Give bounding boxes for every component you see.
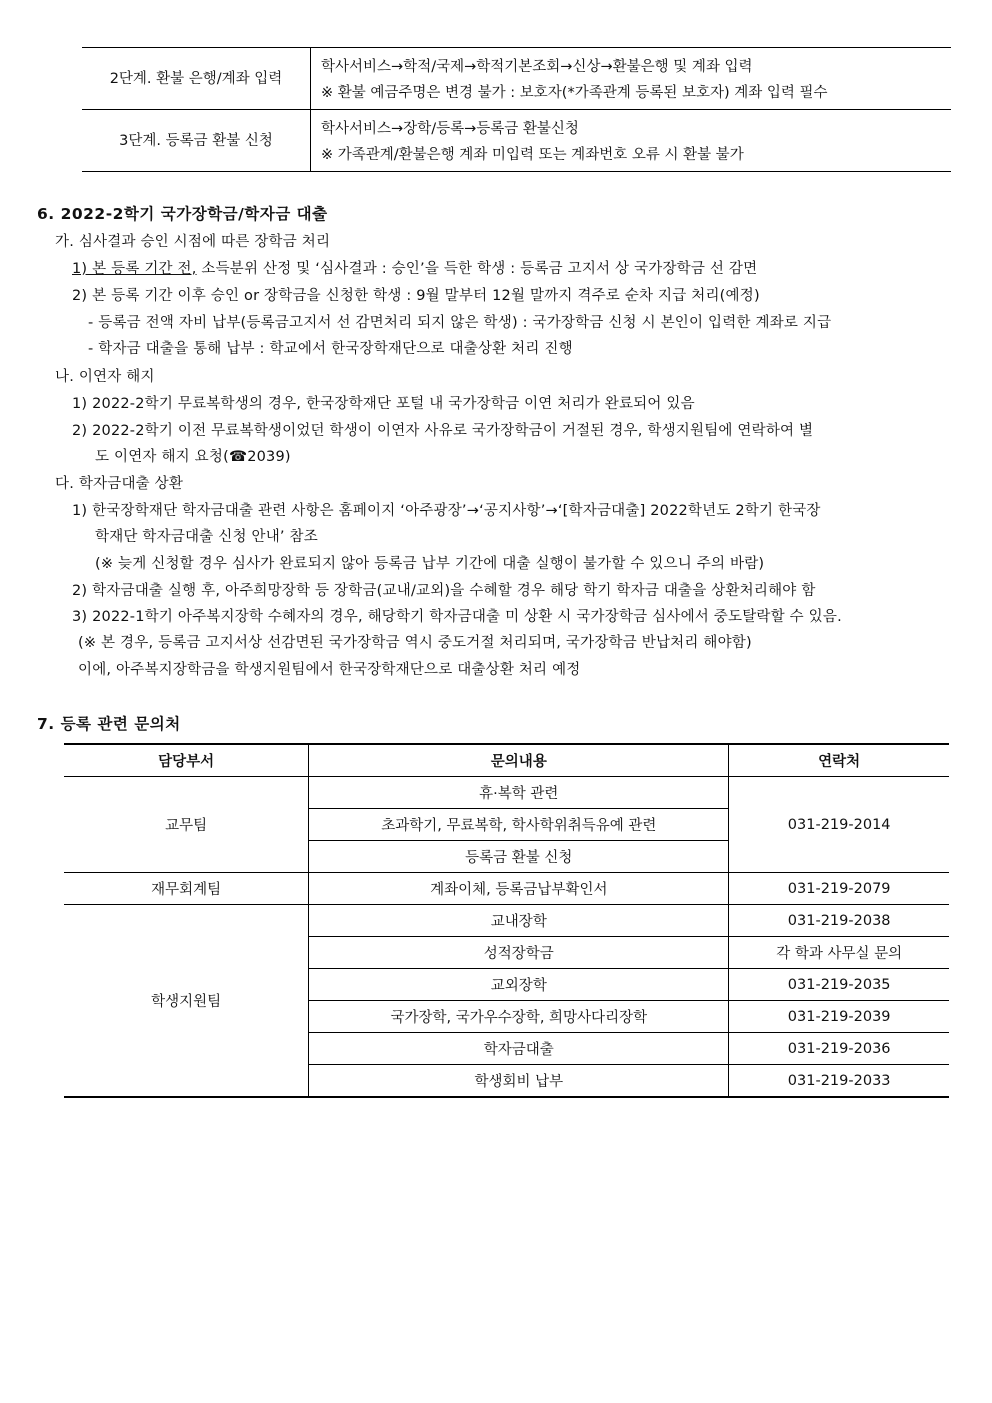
phone-cell: 031-219-2079 [729,873,949,905]
step-label: 3단계. 등록금 환불 신청 [82,110,311,172]
table-row [64,777,949,809]
step-path: 학사서비스→장학/등록→등록금 환불신청 [321,120,579,137]
column-header-phone: 연락처 [729,744,949,777]
list-item-note: 이에, 아주복지장학금을 학생지원팀에서 한국장학재단으로 대출상환 처리 예정 [78,662,581,678]
step-label: 2단계. 환불 은행/계좌 입력 [82,48,311,110]
phone-cell: 031-219-2038 [729,905,949,937]
step-note: ※ 가족관계/환불은행 계좌 미입력 또는 계좌번호 오류 시 환불 불가 [321,146,744,163]
step-description [311,110,952,172]
phone-cell: 031-219-2014 [729,777,949,873]
subsection-na-title: 나. 이연자 해지 [55,369,155,385]
list-item: 3) 2022-1학기 아주복지장학 수혜자의 경우, 해당학기 학자금대출 미 상환 시 국가장학금 심사에서 중도탈락할 수 있음. [72,609,842,625]
table-row [64,905,949,937]
refund-steps-table [82,47,951,172]
underlined-text: 1) 본 등록 기간 전, [72,261,197,277]
section-6-title: 6. 2022-2학기 국가장학금/학자금 대출 [37,205,328,223]
list-item: 1) 한국장학재단 학자금대출 관련 사항은 홈페이지 ‘아주광장’→‘공지사항’→‘[학자금대출] 2022학년도 2학기 한국장 [72,503,821,519]
list-item: 2) 학자금대출 실행 후, 아주희망장학 등 장학금(교내/교외)을 수혜할 경우 해당 학기 학자금 대출을 상환처리해야 함 [72,583,816,599]
step-path: 학사서비스→학적/국제→학적기본조회→신상→환불은행 및 계좌 입력 [321,58,753,75]
phone-cell: 031-219-2039 [729,1001,949,1033]
content-cell: 성적장학금 [309,937,729,969]
subsection-da-title: 다. 학자금대출 상환 [55,476,184,492]
table-header-row [64,744,949,777]
list-item: 2) 본 등록 기간 이후 승인 or 장학금을 신청한 학생 : 9월 말부터 12월 말까지 격주로 순차 지급 처리(예정) [72,288,760,304]
dept-cell: 교무팀 [64,777,309,873]
subsection-ga-title: 가. 심사결과 승인 시점에 따른 장학금 처리 [55,234,331,250]
content-cell: 교내장학 [309,905,729,937]
content-cell: 학생회비 납부 [309,1065,729,1098]
phone-cell: 031-219-2036 [729,1033,949,1065]
item-text: 소득분위 산정 및 ‘심사결과 : 승인’을 득한 학생 : 등록금 고지서 상 국가장학금 선 감면 [196,261,758,277]
phone-cell: 각 학과 사무실 문의 [729,937,949,969]
table-row [64,873,949,905]
list-item-continued: 도 이연자 해지 요청(☎2039) [95,449,291,465]
list-item-note: (※ 늦게 신청할 경우 심사가 완료되지 않아 등록금 납부 기간에 대출 실행이 불가할 수 있으니 주의 바람) [95,556,765,572]
table-row [82,48,951,110]
step-description [311,48,952,110]
contact-table [64,743,949,1098]
content-cell: 계좌이체, 등록금납부확인서 [309,873,729,905]
phone-cell: 031-219-2035 [729,969,949,1001]
content-cell: 초과학기, 무료복학, 학사학위취득유예 관련 [309,809,729,841]
content-cell: 교외장학 [309,969,729,1001]
list-subitem: - 학자금 대출을 통해 납부 : 학교에서 한국장학재단으로 대출상환 처리 진행 [88,341,573,357]
step-note: ※ 환불 예금주명은 변경 불가 : 보호자(*가족관계 등록된 보호자) 계좌 입력 필수 [321,84,828,101]
table-row [82,110,951,172]
dept-cell: 학생지원팀 [64,905,309,1098]
phone-cell: 031-219-2033 [729,1065,949,1098]
list-item: 1) 2022-2학기 무료복학생의 경우, 한국장학재단 포털 내 국가장학금 이연 처리가 완료되어 있음 [72,396,695,412]
column-header-dept: 담당부서 [64,744,309,777]
dept-cell: 재무회계팀 [64,873,309,905]
content-cell: 휴·복학 관련 [309,777,729,809]
list-item-continued: 학재단 학자금대출 신청 안내’ 참조 [95,529,318,545]
list-item [72,257,757,278]
list-item-note: (※ 본 경우, 등록금 고지서상 선감면된 국가장학금 역시 중도거절 처리되며, 국가장학금 반납처리 해야함) [78,635,752,651]
content-cell: 학자금대출 [309,1033,729,1065]
section-7-title: 7. 등록 관련 문의처 [37,715,181,733]
list-item: 2) 2022-2학기 이전 무료복학생이었던 학생이 이연자 사유로 국가장학금이 거절된 경우, 학생지원팀에 연락하여 별 [72,423,814,439]
content-cell: 국가장학, 국가우수장학, 희망사다리장학 [309,1001,729,1033]
list-subitem: - 등록금 전액 자비 납부(등록금고지서 선 감면처리 되지 않은 학생) : 국가장학금 신청 시 본인이 입력한 계좌로 지급 [88,315,832,331]
column-header-content: 문의내용 [309,744,729,777]
content-cell: 등록금 환불 신청 [309,841,729,873]
